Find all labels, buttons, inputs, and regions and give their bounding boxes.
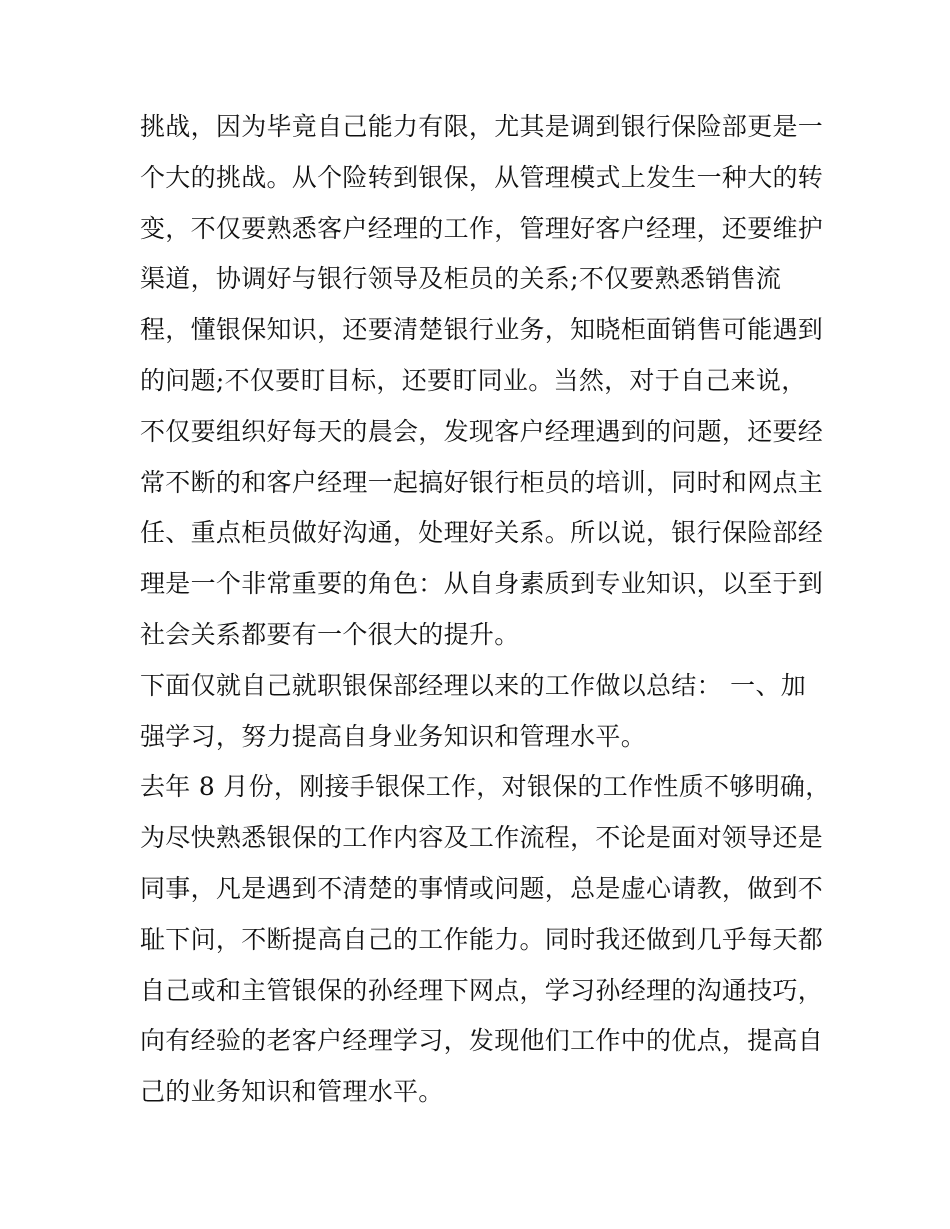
- text-line: 自己或和主管银保的孙经理下网点，学习孙经理的沟通技巧，: [140, 975, 824, 1005]
- text-line: 去年 8 月份，刚接手银保工作，对银保的工作性质不够明确，: [140, 772, 831, 802]
- text-line: 变，不仅要熟悉客户经理的工作，管理好客户经理，还要维护: [140, 213, 824, 243]
- text-line: 不仅要组织好每天的晨会，发现客户经理遇到的问题，还要经: [140, 416, 824, 446]
- text-line: 下面仅就自己就职银保部经理以来的工作做以总结： 一、加: [140, 670, 807, 700]
- text-line: 理是一个非常重要的角色：从自身素质到专业知识，以至于到: [140, 569, 824, 599]
- text-line: 常不断的和客户经理一起搞好银行柜员的培训，同时和网点主: [140, 467, 824, 497]
- text-line: 同事，凡是遇到不清楚的事情或问题，总是虚心请教，做到不: [140, 873, 824, 903]
- text-line: 社会关系都要有一个很大的提升。: [140, 619, 520, 649]
- text-line: 的问题;不仅要盯目标，还要盯同业。当然，对于自己来说，: [140, 365, 807, 395]
- text-line: 任、重点柜员做好沟通，处理好关系。所以说，银行保险部经: [140, 518, 824, 548]
- text-line: 己的业务知识和管理水平。: [140, 1077, 444, 1107]
- text-line: 耻下问，不断提高自己的工作能力。同时我还做到几乎每天都: [140, 924, 824, 954]
- text-line: 程，懂银保知识，还要清楚银行业务，知晓柜面销售可能遇到: [140, 315, 824, 345]
- text-line: 为尽快熟悉银保的工作内容及工作流程，不论是面对领导还是: [140, 823, 824, 853]
- body-text: [140, 102, 830, 1118]
- text-line: 向有经验的老客户经理学习，发现他们工作中的优点，提高自: [140, 1026, 824, 1056]
- text-line: 渠道，协调好与银行领导及柜员的关系;不仅要熟悉销售流: [140, 264, 782, 294]
- text-line: 挑战，因为毕竟自己能力有限，尤其是调到银行保险部更是一: [140, 112, 824, 141]
- text-line: 强学习，努力提高自身业务知识和管理水平。: [140, 721, 647, 751]
- text-line: 个大的挑战。从个险转到银保，从管理模式上发生一种大的转: [140, 162, 824, 192]
